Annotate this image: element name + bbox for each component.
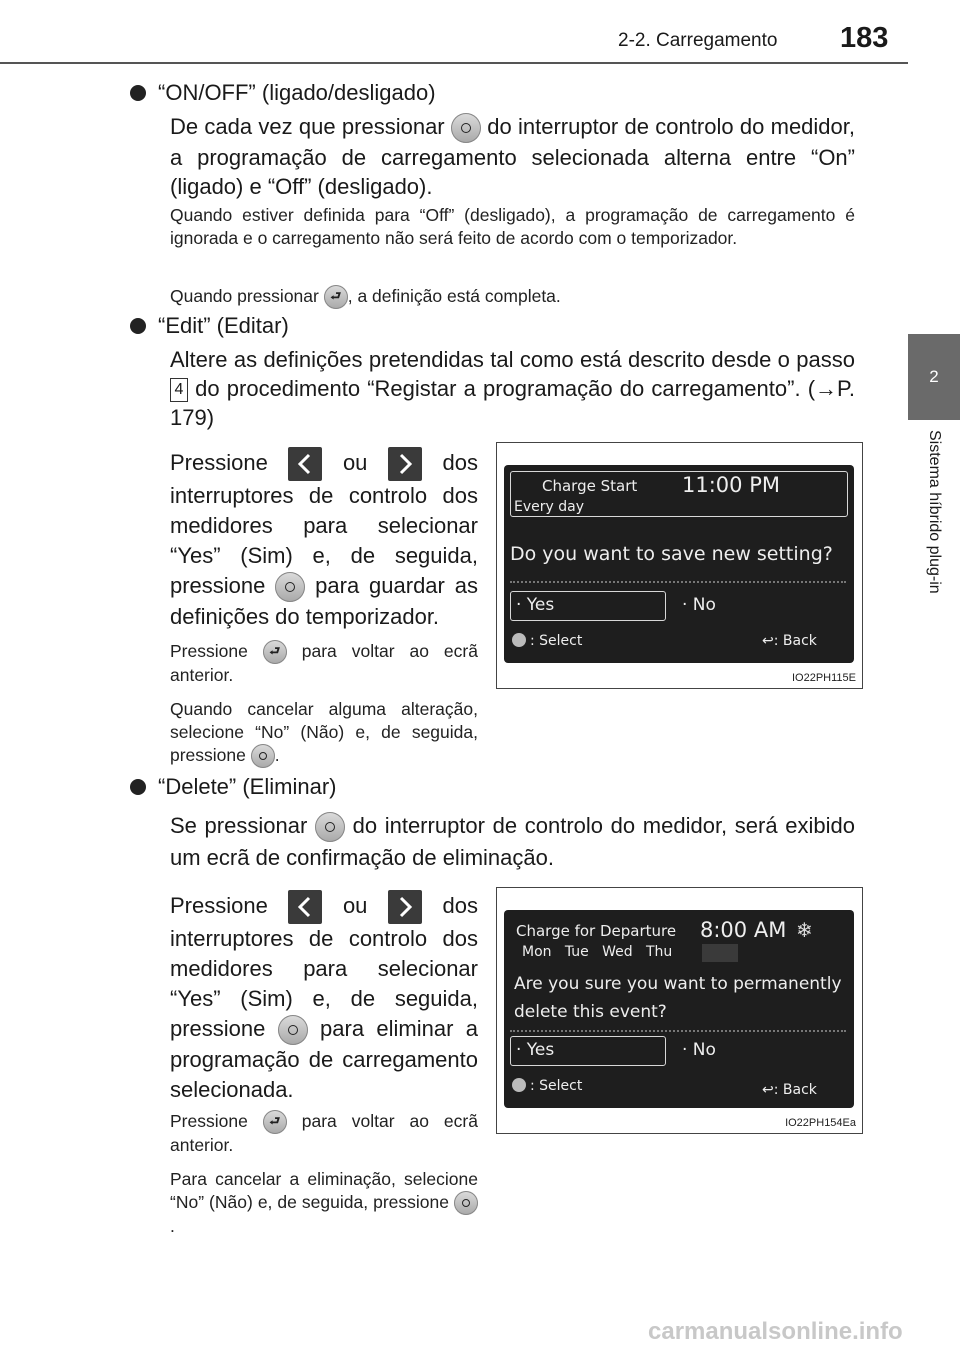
figure-delete-confirm <box>496 887 863 1134</box>
chevron-right-icon <box>388 447 422 481</box>
edit-note2-a: Quando cancelar alguma alteração, selecione “No” (Não) e, de seguida, pressione <box>170 699 478 765</box>
schedule-repeat: Every day <box>514 499 584 515</box>
yes-option: · Yes <box>516 595 555 615</box>
edit-note-2 <box>170 698 478 768</box>
back-hint <box>762 1082 817 1098</box>
delete-heading-text: “Delete” (Eliminar) <box>158 774 337 799</box>
figure-caption: IO22PH115E <box>791 672 856 684</box>
edit-note1-a: Pressione <box>170 641 248 661</box>
confirm-question-line2: delete this event? <box>514 1002 667 1022</box>
enter-button-icon <box>512 633 526 647</box>
display-screen <box>504 465 854 663</box>
edit-note-1 <box>170 640 478 687</box>
delete-instr-a: Pressione <box>170 892 268 918</box>
back-hint-text: : Back <box>773 1082 817 1098</box>
edit-text-a: Altere as definições pretendidas tal como está descrito desde o passo <box>170 347 855 372</box>
ventilation-icon: ❄ <box>796 918 813 942</box>
chevron-left-icon <box>288 447 322 481</box>
schedule-time: 11:00 PM <box>682 473 780 497</box>
edit-text-b: do procedimento “Registar a programação do carregamento”. (→P. 179) <box>170 376 855 430</box>
section-title: 2-2. Carregamento <box>618 30 778 51</box>
yes-option: · Yes <box>516 1040 555 1060</box>
edit-instr-b: dos interruptores de controlo dos medidores para selecionar “Yes” (Sim) e, de seguida, pressione <box>170 449 478 598</box>
schedule-title: Charge Start <box>542 477 638 495</box>
back-hint <box>762 633 817 649</box>
select-hint <box>512 633 582 649</box>
schedule-title: Charge for Departure <box>516 922 677 940</box>
step-number-box: 4 <box>170 378 188 402</box>
schedule-days: Mon Tue Wed Thu <box>522 944 673 960</box>
enter-button-icon <box>251 744 275 768</box>
confirm-question-line1: Are you sure you want to permanently <box>514 974 842 994</box>
delete-note2-b: . <box>170 1216 175 1237</box>
delete-text-b: do interruptor de controlo do medidor, será exibido um ecrã de confirmação de eliminação. <box>170 813 855 871</box>
edit-heading <box>130 313 289 339</box>
enter-button-icon <box>454 1191 478 1215</box>
select-hint <box>512 1078 582 1094</box>
delete-or: ou <box>342 892 368 918</box>
display-screen <box>504 910 854 1108</box>
delete-note2-a: Para cancelar a eliminação, selecione “No” (Não) e, de seguida, pressione <box>170 1169 478 1212</box>
onoff-note2-a: Quando pressionar <box>170 286 319 306</box>
delete-note-1 <box>170 1110 478 1157</box>
delete-note-2 <box>170 1168 478 1238</box>
delete-instructions <box>170 890 478 1105</box>
schedule-time: 8:00 AM <box>700 918 787 942</box>
delete-instr-b: dos interruptores de controlo dos medidores para selecionar “Yes” (Sim) e, de seguida, pressione <box>170 892 478 1041</box>
onoff-note2-b: , a definição está completa. <box>347 286 561 306</box>
delete-paragraph <box>170 810 855 874</box>
onoff-text-b: do interruptor de controlo do medidor, a programação de carregamento selecionada alterna entre “On” (ligado) e “Off” (desligado). <box>170 114 855 200</box>
delete-text-a: Se pressionar <box>170 813 308 838</box>
watermark: carmanualsonline.info <box>648 1318 903 1345</box>
onoff-note-2 <box>170 285 855 309</box>
chevron-left-icon <box>288 890 322 924</box>
header-divider <box>0 62 908 64</box>
select-hint-text: : Select <box>530 1078 583 1094</box>
onoff-paragraph <box>170 112 855 201</box>
delete-note1-a: Pressione <box>170 1111 248 1131</box>
edit-paragraph <box>170 345 855 432</box>
edit-heading-text: “Edit” (Editar) <box>158 313 289 338</box>
back-button-icon: ⮐ <box>263 1110 287 1134</box>
enter-button-icon <box>278 1015 308 1045</box>
edit-note2-b: . <box>274 745 280 765</box>
chapter-tab-text: Sistema híbrido plug-in <box>926 430 943 594</box>
chapter-tab-label <box>908 420 960 700</box>
chevron-right-icon <box>388 890 422 924</box>
dotted-divider <box>510 581 846 583</box>
figure-save-setting <box>496 442 863 689</box>
chapter-tab-number: 2 <box>908 334 960 420</box>
edit-instr-c: para guardar as definições do temporizador. <box>170 573 478 630</box>
figure-caption: IO22PH154Ea <box>785 1117 856 1129</box>
edit-instructions <box>170 447 478 632</box>
back-hint-text: : Back <box>773 633 817 649</box>
edit-or: ou <box>342 449 368 475</box>
no-option: · No <box>682 1040 716 1060</box>
bullet-icon <box>130 85 146 101</box>
back-button-icon: ⮐ <box>324 285 348 309</box>
back-arrow-icon: ↩ <box>762 1082 774 1098</box>
onoff-text-a: De cada vez que pressionar <box>170 114 445 139</box>
onoff-note-1: Quando estiver definida para “Off” (desligado), a programação de carregamento é ignorada e o carregamento não será feito de acordo com o temporizador. <box>170 205 855 248</box>
no-option: · No <box>682 595 716 615</box>
delete-heading <box>130 774 336 800</box>
enter-button-icon <box>512 1078 526 1092</box>
day-placeholder <box>702 944 738 962</box>
delete-note1-b: para voltar ao ecrã anterior. <box>170 1111 478 1156</box>
bullet-icon <box>130 779 146 795</box>
delete-instr-c: para eliminar a programação de carregamento selecionada. <box>170 1016 478 1103</box>
edit-note1-b: para voltar ao ecrã anterior. <box>170 641 478 686</box>
edit-instr-a: Pressione <box>170 449 268 475</box>
onoff-heading <box>130 80 436 106</box>
onoff-heading-text: “ON/OFF” (ligado/desligado) <box>158 80 436 105</box>
bullet-icon <box>130 318 146 334</box>
back-button-icon: ⮐ <box>263 640 287 664</box>
enter-button-icon <box>275 572 305 602</box>
page-number: 183 <box>840 22 889 54</box>
enter-button-icon <box>315 812 345 842</box>
back-arrow-icon: ↩ <box>762 633 774 649</box>
dotted-divider <box>510 1030 846 1032</box>
confirm-question: Do you want to save new setting? <box>510 543 833 565</box>
enter-button-icon <box>451 113 481 143</box>
select-hint-text: : Select <box>530 633 583 649</box>
